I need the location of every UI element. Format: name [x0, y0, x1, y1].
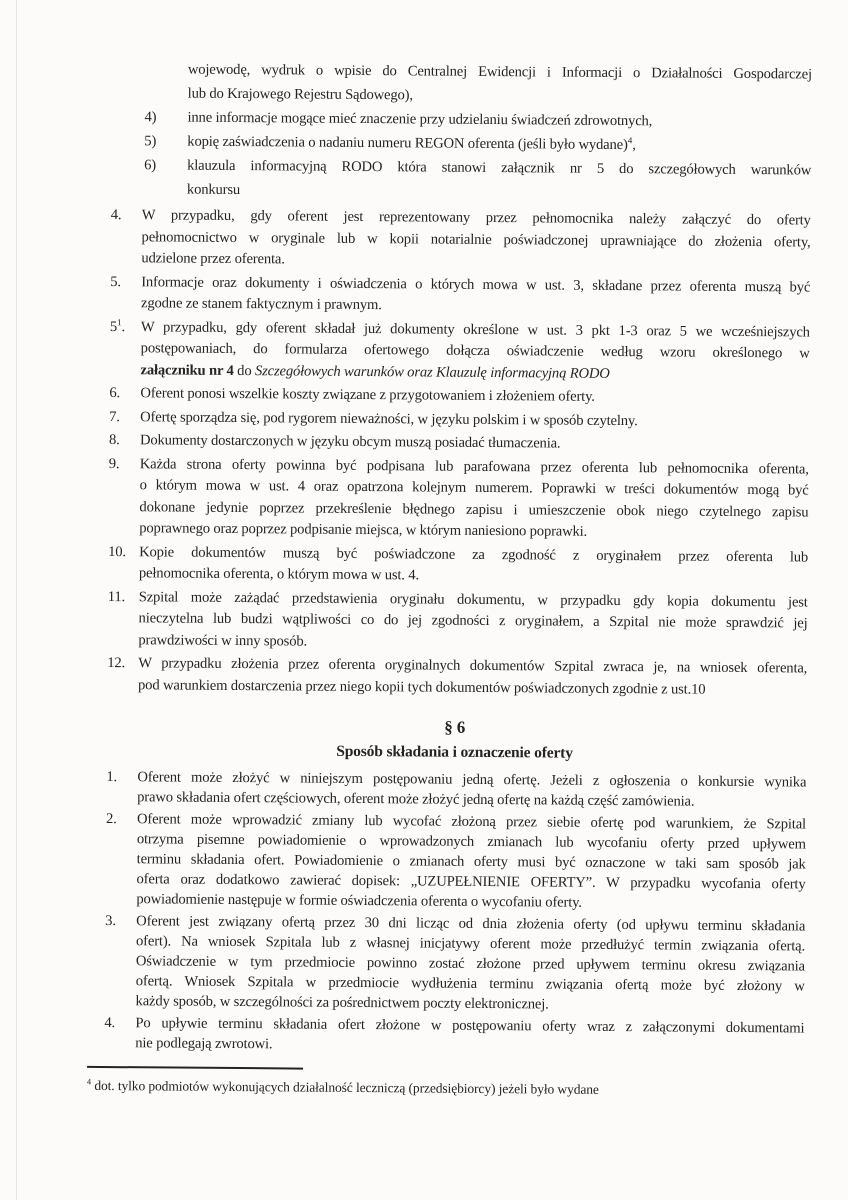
text-line: Kopie dokumentów muszą być poświadczone za zgodność z oryginałem przez oferenta lub: [139, 543, 809, 566]
item-text: [136, 911, 806, 1016]
item-number: 4): [144, 109, 157, 126]
item-number: 4.: [110, 207, 122, 224]
text-line: pod warunkiem dostarczenia przez niego kopii tych dokumentów poświadczonych zgodnie z ust.10: [138, 676, 706, 698]
text-line: Oświadczenie w tym przedmiocie powinno zostać złożone przed upływem terminu okresu związania: [135, 953, 805, 975]
text-line: lub do Krajowego Rejestru Sądowego),: [187, 85, 413, 104]
text-line: Oferent może złożyć w niniejszym postępowaniu jedną ofertę. Jeżeli z ogłoszenia o konkursie wynika: [137, 769, 807, 791]
sub-item-list: [107, 105, 812, 207]
list-item: [107, 153, 811, 207]
text-line: konkursu: [186, 181, 241, 199]
text-line: ofertą. Wniosek Szpitala w przedmiocie wydłużenia terminu związania ofertą może być złożony w: [135, 973, 805, 995]
item-number: $5^1$.: [109, 316, 126, 335]
text-line: $^4$ dot. tylko podmiotów wykonujących działalność leczniczą (przedsiębiorcy) jeżeli było wydane: [86, 1077, 599, 1097]
text-line: powiadomienie następuje w formie oświadczenia oferenta o wycofaniu oferty.: [136, 891, 582, 911]
footnote: [87, 1066, 747, 1100]
item-text: [136, 809, 806, 914]
text-line: pełnomocnictwo w oryginale lub w kopii notarialnie poświadczonej uprawniające do złożenia oferty,: [141, 228, 811, 251]
text-line: W przypadku, gdy oferent jest reprezentowany przez pełnomocnika należy załączyć do oferty: [141, 207, 811, 229]
item-number: 5): [144, 133, 157, 150]
list-item: [106, 205, 810, 275]
text-line: Po upływie terminu składania ofert złożone w postępowaniu oferty wraz z załączonymi dokumentami: [135, 1015, 805, 1037]
footnote-text: [87, 1077, 747, 1100]
text-line: prawdziwości w inny sposób.: [138, 631, 308, 650]
text-line: W przypadku, gdy oferent składał już dokumenty określone w ust. 3 pkt 1-3 oraz 5 we wcześniejszych: [140, 318, 810, 341]
text-line: zgodne ze stanem faktycznym i prawnym.: [141, 295, 382, 314]
item-number: 4.: [104, 1015, 116, 1032]
list-item: [100, 1013, 804, 1059]
text-line: o którym mowa w ust. 4 oraz opatrzona kolejnym numerem. Poprawki w treści dokumentów mogą być: [139, 477, 809, 499]
text-line: wojewodę, wydruk o wpisie do Centralnej Ewidencji i Informacji o Działalności Gospodarczej: [187, 61, 812, 83]
item-number: 5.: [110, 273, 121, 290]
item-text: [139, 454, 809, 545]
list-item: [105, 430, 809, 457]
text-line: dokonane jedynie poprzez przekreślenie błędnego zapisu i umieszczenie obok niego czytelnego zapisu: [139, 498, 809, 521]
text-line: Każda strona oferty powinna być podpisana lub parafowana przez oferenta lub pełnomocnika oferenta,: [139, 455, 809, 478]
text-line: Oferent może wprowadzić zmiany lub wycofać złożoną przez siebie ofertę pod warunkiem, że Szpital: [136, 811, 807, 833]
text-line: inne informacje mogące mieć znaczenie przy udzielaniu świadczeń zdrowotnych,: [187, 109, 653, 130]
item-text: [135, 1013, 804, 1058]
item-text: [138, 653, 807, 701]
text-line: W przypadku złożenia przez oferenta oryginalnych dokumentów Szpital zwraca je, na wniosek oferenta,: [138, 655, 808, 677]
main-item-list: [103, 205, 811, 702]
list-item: [101, 911, 806, 1017]
text-line: nie podlegają zwrotowi.: [135, 1035, 273, 1053]
list-item: [102, 767, 806, 813]
list-item: [103, 586, 807, 656]
list-item: [106, 271, 810, 320]
item-number: 10.: [108, 543, 126, 560]
text-line: postępowaniach, do formularza ofertowego dołącza oświadczenie według wzoru określonego w: [140, 340, 810, 362]
item-text: [140, 383, 809, 410]
text-line: nieczytelna lub budzi wątpliwości co do jej zgodności z oryginałem, a Szpital nie może sprawdzić jej: [138, 610, 808, 632]
text-line: prawo składania ofert częściowych, oferent może złożyć jedną ofertę na każdą część zamówienia.: [137, 789, 695, 810]
list-item: [105, 383, 809, 410]
item-text: [139, 542, 808, 590]
list-item: [105, 406, 809, 433]
text-line: otrzyma pisemne powiadomienie o wprowadzonych zmianach lub wycofaniu oferty przed upływem: [136, 831, 806, 853]
item-number: 9.: [108, 455, 120, 472]
item-text: [187, 154, 811, 207]
item-text: [140, 407, 809, 434]
list-item: [104, 453, 809, 545]
text-line: każdy sposób, w szczególności za pośrednictwem poczty elektronicznej.: [135, 993, 549, 1013]
document-content: [86, 57, 812, 1182]
item-text: [141, 272, 810, 320]
section-number: § 6: [444, 717, 466, 737]
list-item: [103, 653, 807, 702]
item-text: [141, 205, 810, 275]
item-number: 1.: [106, 769, 118, 786]
continuation-paragraph: [188, 58, 812, 111]
section-item-list: [100, 767, 806, 1059]
text-line: Oferent ponosi wszelkie koszty związane z przygotowaniem i złożeniem oferty.: [140, 385, 595, 405]
text-line: pełnomocnika oferenta, o którym mowa w ust. 4.: [138, 565, 420, 584]
item-number: 2.: [105, 811, 117, 828]
section-title: Sposób składania i oznaczenie oferty: [336, 742, 573, 762]
text-line: Szpital może zażądać przedstawienia oryginału dokumentu, w przypadku gdy kopia dokumentu jest: [138, 588, 808, 611]
item-number: 7.: [109, 408, 120, 425]
text-line: udzielone przez oferenta.: [141, 250, 285, 268]
text-line: oferta oraz dodatkowo zawierać dopisek: „UZUPEŁNIENIE OFERTY”. W przypadku wycofania oferty: [136, 871, 806, 893]
text-line: kopię zaświadczenia o nadaniu numeru REGON oferenta (jeśli było wydane)$^4$,: [187, 133, 636, 154]
text-line: poprawnego oraz poprzez podpisanie miejsca, w którym naniesiono poprawki.: [139, 520, 588, 540]
text-line: Ofertę sporządza się, pod rygorem nieważności, w języku polskim i w sposób czytelny.: [140, 408, 638, 429]
item-text: [140, 430, 809, 457]
text-line: Informacje oraz dokumenty i oświadczenia o których mowa w ust. 3, składane przez oferenta muszą być: [141, 273, 811, 296]
text-line: Dokumenty dostarczonych w języku obcym muszą posiadać tłumaczenia.: [139, 432, 561, 452]
item-number: 6.: [109, 385, 121, 402]
text-line: ofert). Na wniosek Szpitala lub z własnej inicjatywy oferent może przedłużyć termin związania ofertą.: [135, 933, 806, 955]
scan-edge-line: [16, 0, 17, 1200]
text-line: klauzula informacyjną RODO która stanowi załącznik nr 5 do szczegółowych warunków: [187, 157, 812, 179]
text-line: terminu składania ofert. Powiadomienie o zmianach oferty musi być oznaczone w taki sam sposób jak: [136, 851, 806, 873]
item-number: 8.: [108, 432, 120, 449]
list-item: [105, 316, 809, 386]
item-number: 3.: [105, 913, 116, 930]
item-number: 6): [144, 157, 157, 174]
list-item: [104, 541, 808, 590]
footnote-divider: [87, 1066, 303, 1070]
item-number: 11.: [107, 588, 126, 605]
item-number: 12.: [107, 655, 126, 672]
text-line: załączniku nr 4 do Szczegółowych warunków oraz Klauzulę informacyjną RODO: [140, 361, 610, 382]
item-text: [137, 767, 806, 812]
list-item: [101, 809, 806, 915]
section-heading: [102, 712, 806, 768]
item-text: [140, 317, 809, 387]
text-line: Oferent jest związany ofertą przez 30 dni licząc od dnia złożenia oferty (od upływu terminu składania: [136, 913, 806, 935]
item-text: [138, 587, 807, 657]
